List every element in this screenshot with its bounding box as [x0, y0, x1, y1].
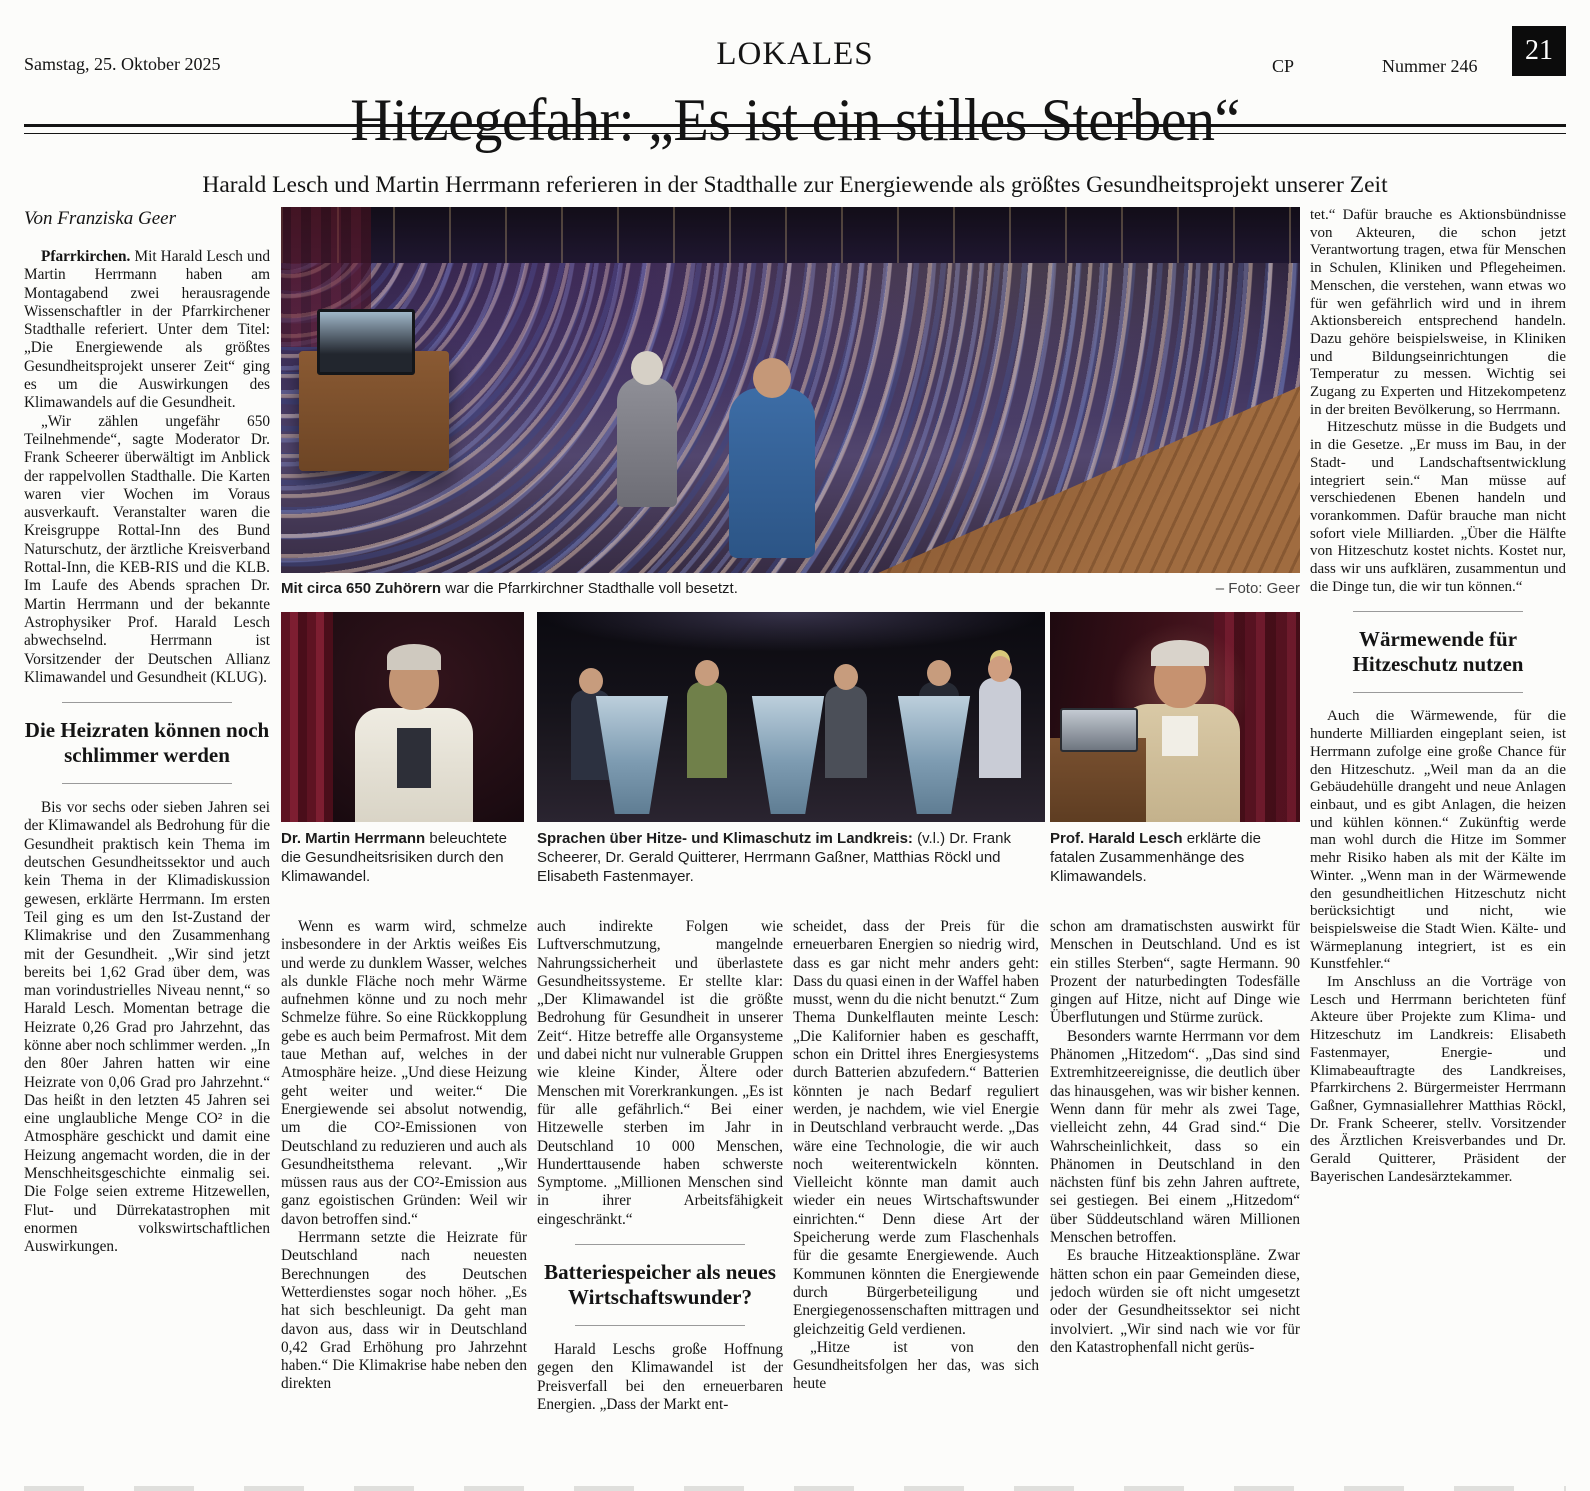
- speaker-shirt: [397, 728, 431, 788]
- text-column-6: [1310, 207, 1566, 1485]
- paragraph: Besonders warnte Herrmann vor dem Phänomen „Hitzedom“. „Das sind sind Extremhitzeereignisse, die deutlich über das hinausgehen, was wir bisher kennen. Wenn dann für mehr als zwei Tage, vielleicht zehn, 44 Grad sind.“ Die Wahrscheinlichkeit, dass so ein Phänomen in Deutschland in den nächsten fünf bis zehn Jahren auftrete, sei gestiegen. Bei einem „Hitzedom“ über Süddeutschland wären Millionen Menschen betroffen.: [1050, 1027, 1300, 1247]
- edition-code: CP: [1272, 56, 1295, 76]
- blue-jacket-person: [729, 388, 815, 558]
- herrmann-photo: [281, 612, 524, 822]
- caption-lead: Dr. Martin Herrmann: [281, 830, 426, 847]
- paragraph: Bis vor sechs oder sieben Jahren sei der Klimawandel als Bedrohung für die Gesundheit praktisch kein Thema im deutschen Gesundheitssektor und auch kein Thema in der Klimadiskussion gewesen, erklärte Herrmann. Im ersten Teil ging es um den Ist-Zustand der Klimakrise und den Zusammenhang mit der Gesundheit. „Wir sind jetzt bereits bei 1,62 Grad über dem, was man vorindustrielles Niveau nennt,“ so Harald Lesch. Momentan betrage die Heizrate 0,26 Grad pro Jahrzehnt, das könne aber noch schlimmer werden. „In den 80er Jahren hatten wir eine Heizrate von 0,06 Grad pro Jahrzehnt.“ Das heißt in den letzten 45 Jahren sei eine unglaubliche Menge CO² in die Atmosphäre geschickt und damit eine Heizung angemacht worden, die in der Menschheitsgeschichte einmalig sei. Die Folge seien extreme Hitzewellen, Flut- und Dürrekatastrophen mit enormen volkswirtschaftlichen Auswirkungen.: [24, 799, 270, 1256]
- paragraph: „Wir zählen ungefähr 650 Teilnehmende“, sagte Moderator Dr. Frank Scheerer überwältigt im Anblick der rappelvollen Stadthalle. Die Karten waren vier Wochen im Voraus ausverkauft. Veranstalter waren die Kreisgruppe Rottal-Inn des Bund Naturschutz, der ärztliche Kreisverband Rottal-Inn, die KEB-RIS und die KLB. Im Laufe des Abends sprachen Dr. Martin Herrmann und der bekannte Astrophysiker Prof. Harald Lesch abwechselnd. Herrmann ist Vorsitzender der Deutschen Allianz Klimawandel und Gesundheit (KLUG).: [24, 412, 270, 686]
- paragraph: Harald Leschs große Hoffnung gegen den Klimawandel ist der Preisverfall bei den erneuerbaren Energien. „Dass der Markt ent-: [537, 1341, 783, 1413]
- byline: Von Franziska Geer: [24, 208, 176, 229]
- audience-photo: [281, 207, 1300, 573]
- photo-credit: – Foto: Geer: [1215, 580, 1300, 597]
- paragraph: Im Anschluss an die Vorträge von Lesch und Herrmann berichteten fünf Akteure über Projekte zum Klima- und Hitzeschutz im Landkreis: Elisabeth Fastenmayer, Energie- und Klimabeauftragte des Landkreises, Pfarrkirchens 2. Bürgermeister Herrmann Gaßner, Gymnasiallehrer Matthias Röckl, Dr. Frank Scheerer, stellv. Vorsitzender des Ärztlichen Kreisverbandes und Dr. Gerald Quitterer, Präsident der Bayerischen Landesärztekammer.: [1310, 974, 1566, 1185]
- paragraph: Pfarrkirchen. Mit Harald Lesch und Martin Herrmann haben am Montagabend zwei herausragende Wissenschaftler in der Pfarrkirchener Stadthalle referiert. Unter dem Titel: „Die Energiewende als größtes Gesundheitsprojekt unserer Zeit“ ging es um die Auswirkungen des Klimawandels auf die Gesundheit.: [24, 248, 270, 412]
- paragraph: „Hitze ist von den Gesundheitsfolgen her das, was sich heute: [793, 1338, 1039, 1393]
- caption-text: Mit circa 650 Zuhörern war die Pfarrkirchner Stadthalle voll besetzt.: [281, 580, 738, 597]
- article-headline: Hitzegefahr: „Es ist ein stilles Sterben“: [350, 85, 1240, 154]
- bottom-page-cut-artifact: [24, 1486, 1566, 1491]
- panel-caption: Sprachen über Hitze- und Klimaschutz im Landkreis: (v.l.) Dr. Frank Scheerer, Dr. Gerald Quitterer, Herrmann Gaßner, Matthias Röckl und Elisabeth Fastenmayer.: [537, 830, 1011, 885]
- paragraph: tet.“ Dafür brauche es Aktionsbündnisse von Akteuren, die schon jetzt Verantwortung tragen, etwa für Menschen in Schulen, Kliniken und Pflegeheimen. Menschen, die verstehen, wann etwas wo für wen gefährlich wird und in ihrem Aktionsbereich entsprechend handeln. Dazu gehöre beispielsweise, in Kliniken und Bildungseinrichtungen die Temperatur zu messen. Wichtig sei Zugang zu Experten und Hitzekompetenz in der breiten Bevölkerung, so Herrmann.: [1310, 207, 1566, 418]
- hall-ceiling: [281, 207, 1300, 263]
- caption-lead: Prof. Harald Lesch: [1050, 830, 1183, 847]
- dateline: Pfarrkirchen.: [41, 248, 131, 265]
- person-head: [753, 358, 791, 398]
- person-head: [631, 351, 663, 385]
- red-curtain: [281, 612, 333, 822]
- subhead-rule: [575, 1244, 745, 1245]
- issue-date: Samstag, 25. Oktober 2025: [24, 54, 221, 74]
- text-column-4: [793, 918, 1039, 1486]
- section-title: LOKALES: [716, 36, 874, 72]
- stage-light: [537, 612, 1045, 652]
- caption-lead: Mit circa 650 Zuhörern: [281, 580, 442, 597]
- text-column-5: [1050, 918, 1300, 1486]
- panelist-head: [927, 660, 951, 686]
- issue-number: Nummer 246: [1382, 56, 1478, 76]
- paragraph: scheidet, dass der Preis für die erneuerbaren Energien so niedrig wird, dass es gar nicht mehr anders geht: Dass du quasi einen in der Waffel haben musst, wenn du die nicht benutzt.“ Zum Thema Dunkelflauten meinte Lesch: „Die Kalifornier haben es geschafft, schon ein Drittel ihres Energiesystems durch Batterien abzufedern.“ Batterien könnten je nach Bedarf reguliert werden, je nachdem, wie viel Energie in Deutschland verbraucht werde. „Das wäre eine Technologie, die wir auch noch weiterentwickeln könnten. Vielleicht könnte man damit auch wieder ein neues Wirtschaftswunder einrichten.“ Denn diese Art der Speicherung werde zum Flaschenhals für die gesamte Energiewende. Auch Kommunen könnten die Energiewende durch Bürgerbeteiligung und Energiegenossenschaften mittragen und gleichzeitig Geld verdienen.: [793, 918, 1039, 1338]
- column-subhead: Batteriespeicher als neues Wirtschaftswunder?: [544, 1260, 776, 1310]
- article-subheadline: Harald Lesch und Martin Herrmann referieren in der Stadthalle zur Energiewende als größtes Gesundheitsprojekt unserer Zeit: [202, 172, 1388, 198]
- panelist-figure: [825, 686, 867, 778]
- panelist-figure: [979, 678, 1021, 778]
- panel-photo: [537, 612, 1045, 822]
- paragraph: schon am dramatischsten auswirkt für Menschen in Deutschland. Und es ist ein stilles Sterben“, sagte Hermann. 90 Prozent der naturbedingten Todesfälle gingen auf Hitze, nicht auf Dinge wie Überflutungen und Stürme zurück.: [1050, 918, 1300, 1027]
- subhead-rule: [62, 702, 232, 703]
- panelist-head: [988, 656, 1012, 682]
- speaker-hair: [1151, 640, 1209, 666]
- text-column-1: [24, 248, 270, 1483]
- panelist-figure: [687, 682, 727, 778]
- lesch-caption: Prof. Harald Lesch erklärte die fatalen Zusammenhänge des Klimawandels.: [1050, 830, 1261, 885]
- page-number-box: [1512, 26, 1566, 76]
- speaker-hair: [387, 644, 441, 670]
- subhead-rule: [1353, 611, 1523, 612]
- laptop: [1060, 708, 1138, 752]
- text-column-2: [281, 918, 527, 1486]
- panelist-head: [834, 664, 858, 690]
- paragraph: Hitzeschutz müsse in die Budgets und in die Gesetze. „Er muss im Bau, in der Stadt- und Landschaftsentwicklung integriert sein.“ Man müsse auf verschiedenen Ebenen handeln und vorankommen. Dafür brauche man nicht sofort viele Milliarden. „Über die Hälfte von Hitzeschutz kostet nichts. Kostet nur, dass wir uns aufklären, zusammentun und die Dinge tun, die wir tun können.“: [1310, 419, 1566, 595]
- subhead-rule: [1353, 692, 1523, 693]
- herrmann-caption: Dr. Martin Herrmann beleuchtete die Gesundheitsrisiken durch den Klimawandel.: [281, 830, 507, 885]
- text-column-3: [537, 918, 783, 1486]
- caption-lead: Sprachen über Hitze- und Klimaschutz im Landkreis:: [537, 830, 913, 847]
- paragraph: Herrmann setzte die Heizrate für Deutschland nach neuesten Berechnungen des Deutschen Wetterdienstes sogar noch höher. „Es hat sich beschleunigt. Da geht man davon aus, dass wir in Deutschland 0,42 Grad Erhöhung pro Jahrzehnt haben.“ Die Klimakrise habe neben den direkten: [281, 1229, 527, 1393]
- panelist-head: [579, 668, 603, 694]
- paragraph: Es brauche Hitzeaktionspläne. Zwar hätten schon ein paar Gemeinden diese, jedoch würden sie oft nicht umgesetzt oder der Gesundheitssektor sei nicht involviert. „Wir sind nach wie vor für den Katastrophenfall nicht gerüs-: [1050, 1247, 1300, 1356]
- paragraph: Wenn es warm wird, schmelze insbesondere in der Arktis weißes Eis und werde zu dunklem Wasser, welches als dunkle Fläche noch mehr Wärme aufnehmen könne und zu noch mehr Schmelze führe. So eine Rückkopplung gebe es auch beim Permafrost. Mit dem taue Methan auf, welches in der Atmosphäre heize. „Und diese Heizung geht weiter und weiter.“ Die Energiewende sei absolut notwendig, um die CO²-Emissionen von Deutschland zu reduzieren und auch als Gesundheitsthema relevant. „Wir müssen raus aus der CO²-Emission aus ganz egoistischen Gründen: Weil wir davon betroffen sind.“: [281, 918, 527, 1228]
- paragraph: auch indirekte Folgen wie Luftverschmutzung, mangelnde Nahrungssicherheit und überlastete Gesundheitssysteme. Er stellte klar: „Der Klimawandel ist die größte Bedrohung für Gesundheit in unserer Zeit“. Hitze betreffe alle Organsysteme und dabei nicht nur vulnerable Gruppen wie kleine Kinder, Ältere oder Menschen mit Vorerkrankungen. „Es ist für alle gefährlich.“ Bei einer Hitzewelle sterben im Jahr in Deutschland 10 000 Menschen, Hunderttausende haben schwerste Symptome. „Millionen Menschen sind in ihrer Arbeitsfähigkeit eingeschränkt.“: [537, 918, 783, 1228]
- panelist-head: [695, 660, 719, 686]
- subhead-rule: [575, 1325, 745, 1326]
- column-subhead: Die Heizraten können noch schlimmer werden: [24, 718, 270, 768]
- column-subhead: Wärmewende für Hitzeschutz nutzen: [1352, 627, 1524, 677]
- lesch-photo: [1050, 612, 1300, 822]
- page-number: 21: [1525, 35, 1553, 66]
- main-photo-caption: [281, 579, 1300, 598]
- standing-person: [617, 377, 677, 507]
- paragraph: Auch die Wärmewende, für die hunderte Milliarden eingeplant seien, ist Herrmann zufolge eine große Chance für den Hitzeschutz. „Weil man da an die Gebäudehülle drangeht und neue Anlagen einbaut, und es gibt Anlagen, die heizen und kühlen können.“ Zukünftig werde man wohl durch die Hitze im Sommer mehr Risiko haben als mit der Kälte im Winter. „Wenn man in der Wärmewende den gesundheitlichen Hitzeschutz nicht berücksichtigt und nicht, wie beispielsweise die Stadt Wien. Kälte- und Wärmeplanung integriert, ist es ein Kunstfehler.“: [1310, 708, 1566, 973]
- subhead-rule: [62, 783, 232, 784]
- speaker-collar: [1162, 716, 1198, 756]
- laptop: [317, 309, 415, 375]
